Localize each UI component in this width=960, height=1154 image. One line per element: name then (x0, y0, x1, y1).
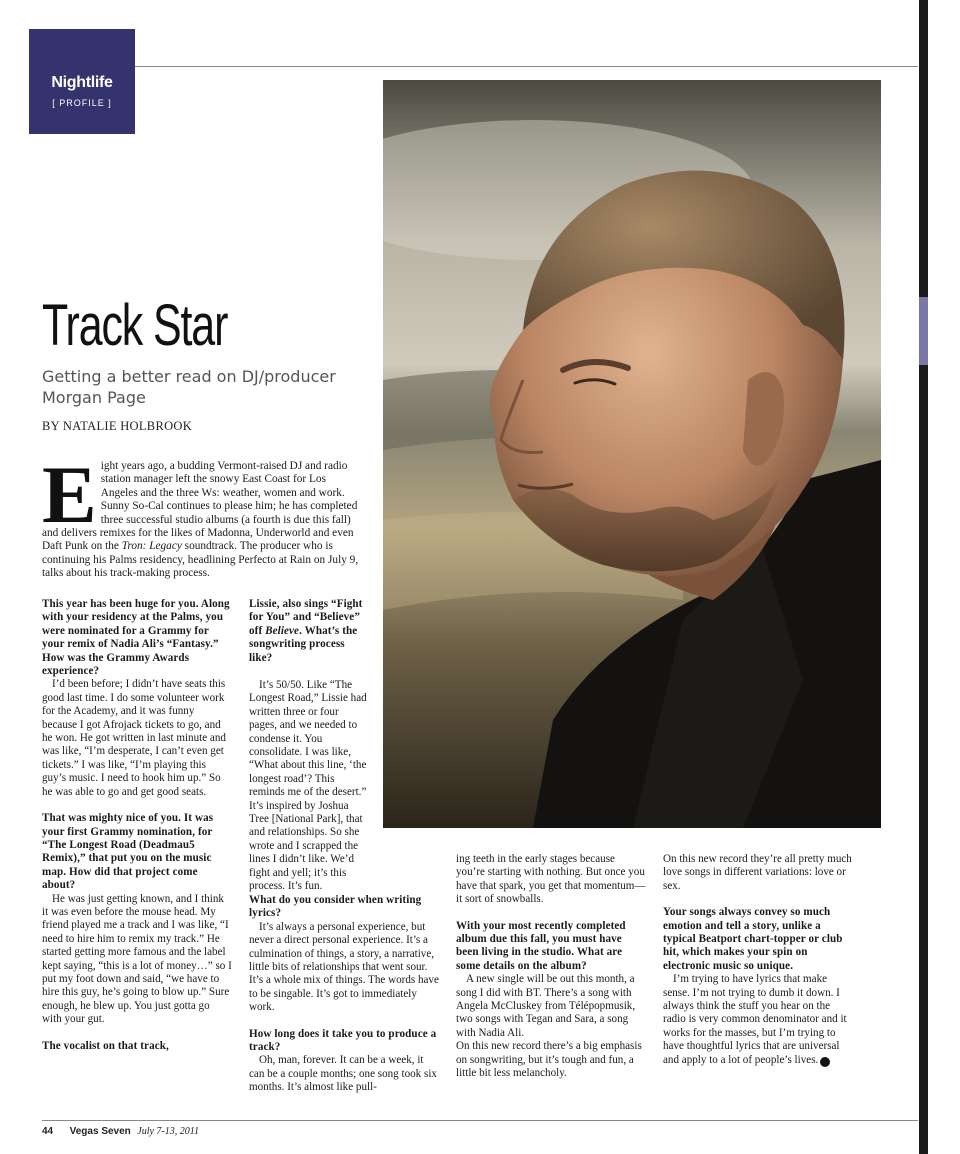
end-mark-icon: 7 (820, 1057, 830, 1067)
publication-name: Vegas Seven (69, 1126, 131, 1137)
answer: ing teeth in the early stages because you’re starting with nothing. But once you have that spark, you get that momentum—it sort of snowballs. (456, 853, 646, 906)
text-column-4 (663, 853, 855, 1067)
answer (663, 973, 855, 1067)
issue-date: July 7-13, 2011 (137, 1126, 200, 1137)
question: How long does it take you to produce a track? (249, 1027, 437, 1054)
text-column-1 (42, 598, 232, 1053)
article-title: Track Star (42, 293, 228, 358)
section-accent-bar (919, 297, 928, 365)
answer: Oh, man, forever. It can be a week, it can be a couple months; one song took six months. It’s almost like pull- (249, 1054, 437, 1094)
section-badge (29, 29, 135, 134)
portrait-photo (383, 80, 881, 828)
question (249, 598, 367, 665)
footer-rule (42, 1120, 918, 1121)
answer: It’s 50/50. Like “The Longest Road,” Lissie had written three or four pages, and we needed to condense it. You consolidate. I was like, “What about this line, ‘the longest road’? This reminds me of the desert.” It’s inspired by Joshua Tree [National Park], that and relationships. So she wrote and I scrapped the lines I didn’t like. We’d fight and yell; it’s this process. It’s fun. (249, 679, 367, 893)
article-byline: BY NATALIE HOLBROOK (42, 419, 193, 433)
page-footer (42, 1126, 199, 1137)
page-edge-bar (919, 0, 928, 1154)
answer: It’s always a personal experience, but never a direct personal experience. It’s a culmination of things, a story, a narrative, little bits of relationships that went sour. It’s a whole mix of things. The words have to be singable. It’s got to immediately work. (249, 920, 439, 1014)
intro-emphasis: Tron: Legacy (121, 540, 182, 553)
section-name: Nightlife (51, 74, 113, 91)
text-column-3 (456, 853, 646, 1081)
intro-text-b: soundtrack. The producer who is continuing his Palms residency, headlining Perfecto at Rain on July 9, talks about his track-making process. (42, 540, 359, 580)
answer-text: I’m trying to have lyrics that make sense. I’m not trying to dumb it down. I always think the stuff you hear on the radio is very common denominator and it works for the masses, but I’m trying to have thoughtful lyrics that are universal and apply to a lot of people’s lives. (663, 973, 847, 1066)
page-number: 44 (42, 1126, 54, 1137)
question: With your most recently completed album due this fall, you must have been living in the studio. What are some details on the album? (456, 919, 626, 972)
article-intro (42, 449, 362, 581)
album-title: Believe (265, 624, 300, 637)
intro-text-a: ight years ago, a budding Vermont-raised DJ and radio station manager left the snowy East Coast for Los Angeles and the three Ws: weather, women and work. Sunny So-Cal continues to please him; he has completed three successful studio albums (a fourth is due this fall) and delivers remixes for the likes of Madonna, Underworld and even Daft Punk on the (42, 460, 358, 553)
header-rule (135, 66, 918, 67)
section-tag: [ PROFILE ] (52, 98, 112, 108)
drop-cap: E (42, 449, 97, 540)
answer: He was just getting known, and I think it was even before the mouse head. My friend played me a track and I was like, “I need to hire him to remix my track.” He started getting more famous and the label kept saying, “this is a lot of money…” so I put my foot down and said, “we have to hire this guy, he’s going to blow up.” Sure enough, he blew up. You just gotta go with your gut. (42, 892, 232, 1026)
article-dek: Getting a better read on DJ/producer Morgan Page (42, 367, 336, 407)
question: That was mighty nice of you. It was your first Grammy nomination, for “The Longest Road (Deadmau5 Remix),” that put you on the music map. How did that project come about? (42, 812, 214, 892)
text-column-2-lower (249, 894, 439, 1095)
question: Your songs always convey so much emotion and tell a story, unlike a typical Beatport chart-topper or club hit, which makes your spin on electronic music so unique. (663, 906, 843, 972)
text-column-2 (249, 598, 367, 665)
question: This year has been huge for you. Along with your residency at the Palms, you were nominated for a Grammy for your remix of Nadia Ali’s “Fantasy.” How was the Grammy Awards experience? (42, 598, 230, 678)
question: The vocalist on that track, (42, 1039, 169, 1052)
question: What do you consider when writing lyrics? (249, 894, 422, 920)
question-part: Lissie, also sings “Fight for You” and “Believe” off (249, 598, 363, 637)
answer: On this new record there’s a big emphasis on songwriting, but it’s tough and fun, a little bit less melancholy. (456, 1040, 642, 1080)
question-part: . What’s the songwriting process like? (249, 624, 358, 664)
answer: I’d been before; I didn’t have seats this good last time. I do some volunteer work for the Academy, and it was funny because I got Afrojack tickets to go, and he won. He got written in last minute and was like, “I’m desperate, I can’t even get tickets.” I was like, “I’m playing this guy’s music. I need to hook him up.” So he was able to go and get good seats. (42, 678, 226, 798)
answer: On this new record they’re all pretty much love songs in different variations: love or sex. (663, 853, 852, 892)
text-column-2-answer (249, 679, 367, 894)
answer: A new single will be out this month, a song I did with BT. There’s a song with Angela McCluskey from Télépopmusik, two songs with Tegan and Sara, a song with Nadia Ali. (456, 973, 636, 1039)
